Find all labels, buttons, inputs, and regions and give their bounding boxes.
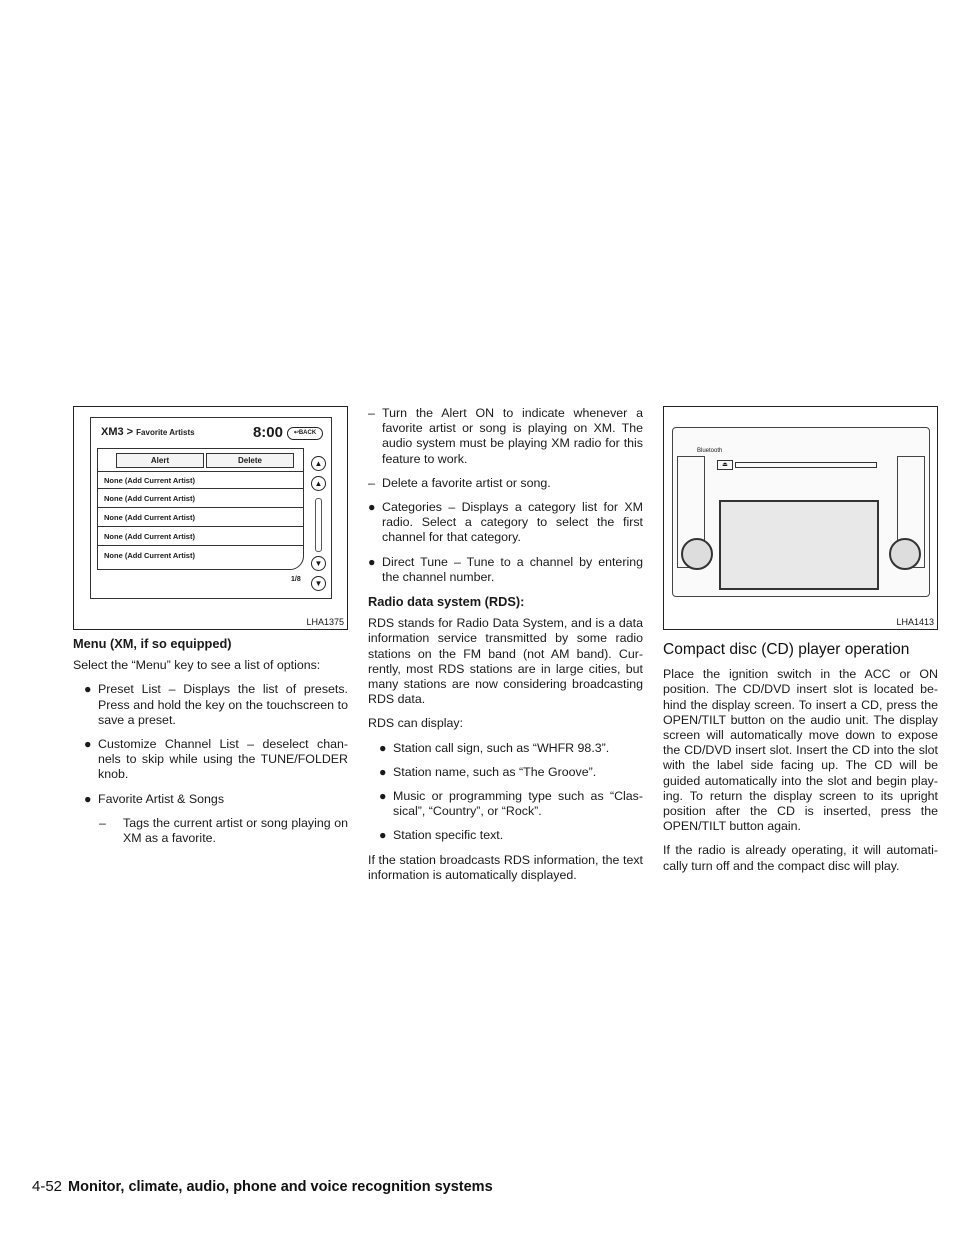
bullet-icon: ● xyxy=(84,682,92,697)
bullet-icon: ● xyxy=(379,764,387,779)
bluetooth-label: Bluetooth xyxy=(697,448,723,454)
bullet-icon: ● xyxy=(368,500,376,515)
arrow-down-icon: ▼ xyxy=(311,576,326,591)
list-item xyxy=(368,555,643,585)
xm-screen xyxy=(90,417,332,599)
rds-intro: RDS stands for Radio Data System, and is a data information service transmitted by some radio stations on the FM band (not AM band). Cur- rently, most RDS stations are in large cities, but many stations are now considering broadcasting RDS data. xyxy=(368,616,643,707)
page-number: 4-52 xyxy=(32,1178,63,1195)
section-heading-cd: Compact disc (CD) player operation xyxy=(663,641,910,658)
arrow-down-icon: ▼ xyxy=(311,556,326,571)
list-item xyxy=(73,737,348,783)
cd-para-2: If the radio is already operating, it will automati- cally turn off and the compact disc will play. xyxy=(663,843,938,873)
sub-list-item xyxy=(73,816,348,846)
page-footer xyxy=(32,1178,493,1195)
artist-row: None (Add Current Artist) xyxy=(98,528,303,546)
screen-header xyxy=(97,423,325,443)
list-item xyxy=(368,828,643,843)
eject-icon: ⏏ xyxy=(717,460,733,470)
dash-icon: – xyxy=(368,406,375,420)
list-item xyxy=(368,789,643,819)
list-item-text: Station specific text. xyxy=(393,828,504,843)
cd-para-1: Place the ignition switch in the ACC or ON position. The CD/DVD insert slot is located be- hind the display screen. To insert a CD, press the OPEN/TILT button on the audio unit. The display screen will automatically move down to expose the CD/DVD insert slot. Insert the CD into the slot with the label side facing up. The CD will be guided automatically into the slot and begin play- ing. To return the display screen to its upright position after the CD is inserted, press the OPEN/TILT button again. xyxy=(663,667,938,834)
head-unit-illustration xyxy=(672,427,930,597)
section-heading-menu: Menu (XM, if so equipped) xyxy=(73,636,232,651)
display-screen xyxy=(719,500,879,590)
figure-audio-unit xyxy=(663,406,938,630)
cd-slot xyxy=(735,462,877,468)
alert-button: Alert xyxy=(116,453,204,468)
section-heading-rds: Radio data system (RDS): xyxy=(368,594,525,610)
list-item-text: Station name, such as “The Groove”. xyxy=(393,764,597,779)
figure-label: LHA1375 xyxy=(306,617,344,627)
list-item xyxy=(73,682,348,728)
button-row xyxy=(723,590,873,596)
bullet-icon: ● xyxy=(368,554,376,569)
artist-row: None (Add Current Artist) xyxy=(104,551,195,560)
artist-row: None (Add Current Artist) xyxy=(98,490,303,508)
artist-row: None (Add Current Artist) xyxy=(98,471,303,489)
list-item xyxy=(73,792,348,807)
dash-icon: – xyxy=(99,815,106,830)
column-1 xyxy=(73,406,348,855)
page-indicator: 1/8 xyxy=(291,576,301,583)
bullet-icon: ● xyxy=(379,740,387,755)
list-item-text: Music or programming type such as “Clas- sical”, “Country”, or “Rock”. xyxy=(393,789,643,819)
list-item-text: Favorite Artist & Songs xyxy=(98,791,225,806)
bullet-icon: ● xyxy=(84,737,92,752)
sub-list-item xyxy=(368,476,643,491)
screen-title xyxy=(101,426,195,438)
chapter-title: Monitor, climate, audio, phone and voice recognition systems xyxy=(68,1179,493,1195)
artist-list-panel xyxy=(97,448,304,570)
list-item-text: Station call sign, such as “WHFR 98.3”. xyxy=(393,740,610,755)
list-item-text: Preset List – Displays the list of presets. Press and hold the key on the touchscreen to save a preset. xyxy=(98,682,348,727)
back-button: ↩BACK xyxy=(287,427,323,440)
sub-list-item-text: Tags the current artist or song playing on XM as a favorite. xyxy=(123,815,348,846)
bullet-icon: ● xyxy=(379,828,387,843)
list-item-text: Direct Tune – Tune to a channel by entering the channel number. xyxy=(382,554,643,584)
sub-list-item-text: Turn the Alert ON to indicate whenever a favorite artist or song is playing on XM. The audio system must be playing XM radio for this feature to work. xyxy=(382,406,643,466)
sub-list-item-text: Delete a favorite artist or song. xyxy=(382,475,551,490)
bullet-icon: ● xyxy=(84,791,92,806)
arrow-up-icon: ▲ xyxy=(311,476,326,491)
menu-intro: Select the “Menu” key to see a list of options: xyxy=(73,658,321,673)
screen-title-text: XM3 > xyxy=(101,426,134,438)
rds-can-display: RDS can display: xyxy=(368,716,464,731)
list-item-text: Categories – Displays a category list for XM radio. Select a category to select the first channel for that category. xyxy=(382,500,643,545)
column-2 xyxy=(368,406,643,892)
figure-label: LHA1413 xyxy=(896,617,934,627)
list-item xyxy=(368,500,643,546)
list-item-text: Customize Channel List – deselect chan- nels to skip while using the TUNE/FOLDER knob. xyxy=(98,737,348,782)
arrow-up-icon: ▲ xyxy=(311,456,326,471)
back-label: BACK xyxy=(298,430,317,436)
list-item xyxy=(368,765,643,780)
screen-time: 8:00 xyxy=(252,424,283,441)
dash-icon: – xyxy=(368,475,375,490)
figure-xm-favorite-artists xyxy=(73,406,348,630)
sub-list-item xyxy=(368,406,643,467)
column-3 xyxy=(663,406,938,883)
screen-subtitle: Favorite Artists xyxy=(136,428,195,437)
volume-knob-icon xyxy=(681,538,713,570)
bullet-icon: ● xyxy=(379,789,387,804)
rds-outro: If the station broadcasts RDS information, the text information is automatically displayed. xyxy=(368,852,643,882)
tune-knob-icon xyxy=(889,538,921,570)
artist-row: None (Add Current Artist) xyxy=(98,509,303,527)
delete-button: Delete xyxy=(206,453,294,468)
list-item xyxy=(368,741,643,756)
scrollbar xyxy=(315,498,322,552)
